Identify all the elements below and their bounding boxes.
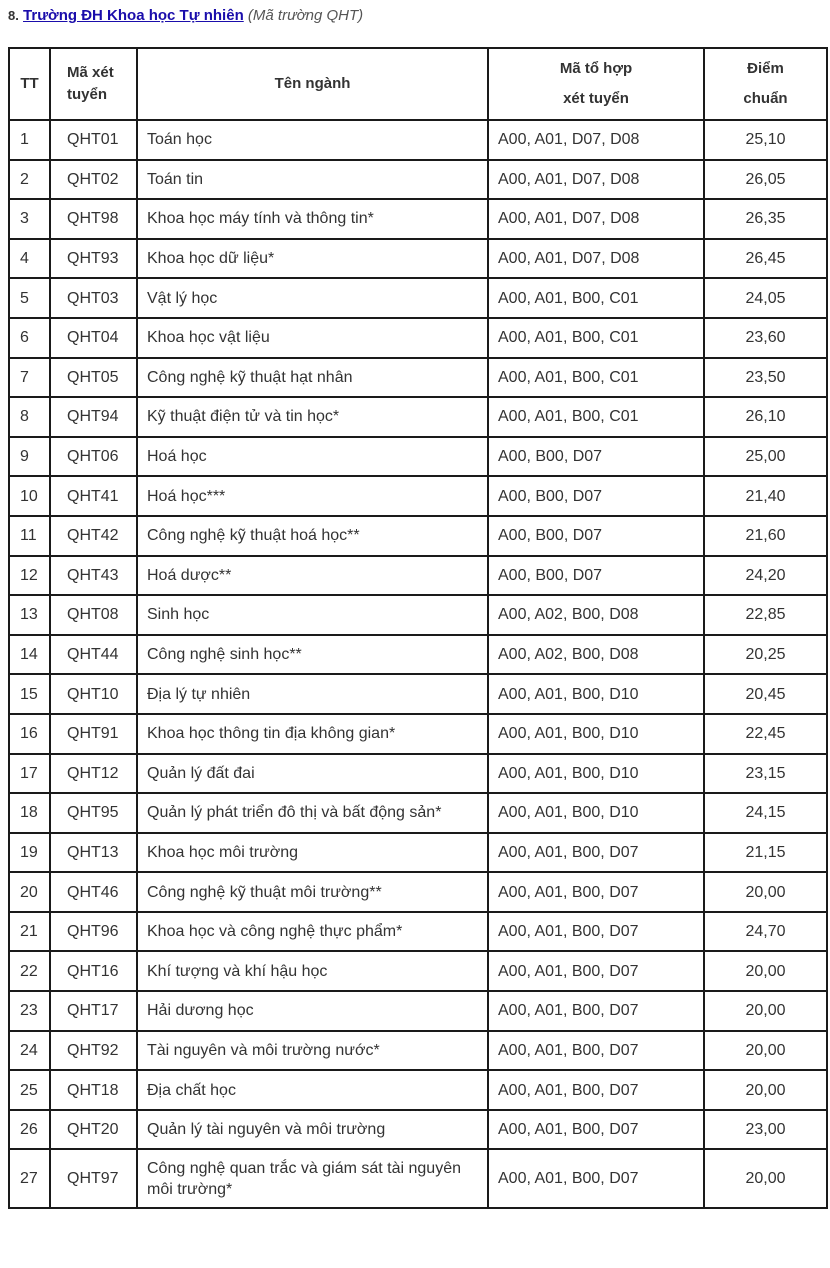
cell-combo: A00, A01, B00, C01 <box>488 278 704 318</box>
cell-name: Công nghệ kỹ thuật hạt nhân <box>137 358 488 398</box>
table-row <box>9 833 827 873</box>
cell-tt: 27 <box>9 1149 50 1208</box>
cell-code: QHT42 <box>50 516 137 556</box>
cell-name: Địa chất học <box>137 1070 488 1110</box>
cell-tt: 20 <box>9 872 50 912</box>
cell-combo: A00, A01, B00, C01 <box>488 318 704 358</box>
cell-code: QHT43 <box>50 556 137 596</box>
cell-name: Công nghệ kỹ thuật môi trường** <box>137 872 488 912</box>
cell-code: QHT17 <box>50 991 137 1031</box>
school-code: (Mã trường QHT) <box>247 7 364 24</box>
table-row <box>9 437 827 477</box>
cell-code: QHT96 <box>50 912 137 952</box>
cell-combo: A00, B00, D07 <box>488 476 704 516</box>
cell-tt: 12 <box>9 556 50 596</box>
header-code: Mã xét tuyển <box>50 48 137 120</box>
cell-code: QHT08 <box>50 595 137 635</box>
cell-tt: 18 <box>9 793 50 833</box>
cell-score: 21,40 <box>704 476 827 516</box>
cell-combo: A00, B00, D07 <box>488 437 704 477</box>
cell-combo: A00, A01, D07, D08 <box>488 160 704 200</box>
cell-name: Quản lý tài nguyên và môi trường <box>137 1110 488 1150</box>
table-row <box>9 358 827 398</box>
cell-combo: A00, A01, D07, D08 <box>488 120 704 160</box>
cell-tt: 15 <box>9 674 50 714</box>
school-link[interactable]: Trường ĐH Khoa học Tự nhiên <box>23 7 244 24</box>
cell-tt: 10 <box>9 476 50 516</box>
cell-tt: 23 <box>9 991 50 1031</box>
cell-code: QHT92 <box>50 1031 137 1071</box>
cell-combo: A00, A01, B00, C01 <box>488 358 704 398</box>
cell-name: Công nghệ kỹ thuật hoá học** <box>137 516 488 556</box>
cell-name: Tài nguyên và môi trường nước* <box>137 1031 488 1071</box>
cell-tt: 11 <box>9 516 50 556</box>
table-row <box>9 556 827 596</box>
table-row <box>9 951 827 991</box>
table-row <box>9 1070 827 1110</box>
table-row <box>9 635 827 675</box>
cell-name: Địa lý tự nhiên <box>137 674 488 714</box>
cell-score: 21,60 <box>704 516 827 556</box>
cell-code: QHT95 <box>50 793 137 833</box>
cell-name: Toán học <box>137 120 488 160</box>
cell-name: Hải dương học <box>137 991 488 1031</box>
cell-tt: 3 <box>9 199 50 239</box>
cell-tt: 1 <box>9 120 50 160</box>
cell-tt: 4 <box>9 239 50 279</box>
table-row <box>9 397 827 437</box>
table-row <box>9 1149 827 1208</box>
cell-name: Toán tin <box>137 160 488 200</box>
cell-combo: A00, A01, D07, D08 <box>488 199 704 239</box>
cell-score: 21,15 <box>704 833 827 873</box>
cell-name: Khoa học dữ liệu* <box>137 239 488 279</box>
cell-name: Vật lý học <box>137 278 488 318</box>
cell-code: QHT18 <box>50 1070 137 1110</box>
cell-tt: 7 <box>9 358 50 398</box>
table-row <box>9 476 827 516</box>
table-row <box>9 674 827 714</box>
cell-tt: 22 <box>9 951 50 991</box>
cell-tt: 2 <box>9 160 50 200</box>
cell-name: Quản lý phát triển đô thị và bất động sản* <box>137 793 488 833</box>
table-row <box>9 199 827 239</box>
cell-name: Khoa học thông tin địa không gian* <box>137 714 488 754</box>
cell-code: QHT12 <box>50 754 137 794</box>
cell-combo: A00, A01, B00, D07 <box>488 951 704 991</box>
cell-combo: A00, B00, D07 <box>488 516 704 556</box>
cell-code: QHT16 <box>50 951 137 991</box>
cell-code: QHT93 <box>50 239 137 279</box>
cell-score: 25,10 <box>704 120 827 160</box>
table-row <box>9 793 827 833</box>
cell-score: 20,00 <box>704 951 827 991</box>
cell-name: Khí tượng và khí hậu học <box>137 951 488 991</box>
cell-name: Quản lý đất đai <box>137 754 488 794</box>
cell-code: QHT97 <box>50 1149 137 1208</box>
cell-tt: 17 <box>9 754 50 794</box>
cell-code: QHT06 <box>50 437 137 477</box>
section-heading <box>8 6 363 26</box>
cell-combo: A00, A01, B00, D07 <box>488 991 704 1031</box>
cell-code: QHT94 <box>50 397 137 437</box>
table-row <box>9 278 827 318</box>
cell-tt: 8 <box>9 397 50 437</box>
cell-score: 23,50 <box>704 358 827 398</box>
cell-combo: A00, A01, D07, D08 <box>488 239 704 279</box>
cell-score: 20,00 <box>704 872 827 912</box>
cell-score: 22,85 <box>704 595 827 635</box>
header-combo: Mã tổ hợp xét tuyển <box>488 48 704 120</box>
cell-name: Kỹ thuật điện tử và tin học* <box>137 397 488 437</box>
cell-score: 23,60 <box>704 318 827 358</box>
cell-combo: A00, A01, B00, D07 <box>488 1149 704 1208</box>
cell-tt: 5 <box>9 278 50 318</box>
cell-code: QHT91 <box>50 714 137 754</box>
table-row <box>9 239 827 279</box>
cell-score: 20,00 <box>704 991 827 1031</box>
cell-score: 20,00 <box>704 1149 827 1208</box>
cell-code: QHT05 <box>50 358 137 398</box>
cell-score: 20,45 <box>704 674 827 714</box>
cell-score: 23,15 <box>704 754 827 794</box>
cell-score: 26,10 <box>704 397 827 437</box>
cell-name: Khoa học môi trường <box>137 833 488 873</box>
header-score: Điểm chuẩn <box>704 48 827 120</box>
table-row <box>9 1110 827 1150</box>
cell-score: 25,00 <box>704 437 827 477</box>
admission-score-table <box>8 47 828 1209</box>
cell-combo: A00, A01, B00, D07 <box>488 1031 704 1071</box>
cell-score: 26,35 <box>704 199 827 239</box>
cell-tt: 21 <box>9 912 50 952</box>
cell-score: 24,20 <box>704 556 827 596</box>
table-row <box>9 1031 827 1071</box>
cell-combo: A00, A01, B00, D10 <box>488 714 704 754</box>
cell-tt: 19 <box>9 833 50 873</box>
cell-combo: A00, A01, B00, D10 <box>488 793 704 833</box>
cell-combo: A00, A01, B00, D10 <box>488 674 704 714</box>
cell-combo: A00, A01, B00, C01 <box>488 397 704 437</box>
cell-tt: 14 <box>9 635 50 675</box>
cell-name: Sinh học <box>137 595 488 635</box>
cell-tt: 16 <box>9 714 50 754</box>
cell-score: 24,15 <box>704 793 827 833</box>
cell-code: QHT10 <box>50 674 137 714</box>
cell-score: 22,45 <box>704 714 827 754</box>
cell-score: 24,70 <box>704 912 827 952</box>
cell-code: QHT13 <box>50 833 137 873</box>
cell-score: 20,00 <box>704 1031 827 1071</box>
cell-score: 20,25 <box>704 635 827 675</box>
table-row <box>9 516 827 556</box>
cell-name: Công nghệ quan trắc và giám sát tài nguyên môi trường* <box>137 1149 488 1208</box>
cell-combo: A00, A01, B00, D07 <box>488 1110 704 1150</box>
cell-score: 24,05 <box>704 278 827 318</box>
table-row <box>9 595 827 635</box>
cell-name: Hoá học <box>137 437 488 477</box>
cell-score: 26,05 <box>704 160 827 200</box>
cell-code: QHT03 <box>50 278 137 318</box>
cell-score: 20,00 <box>704 1070 827 1110</box>
cell-code: QHT41 <box>50 476 137 516</box>
cell-tt: 9 <box>9 437 50 477</box>
header-tt: TT <box>9 48 50 120</box>
cell-combo: A00, A02, B00, D08 <box>488 595 704 635</box>
cell-score: 23,00 <box>704 1110 827 1150</box>
cell-code: QHT44 <box>50 635 137 675</box>
table-row <box>9 714 827 754</box>
cell-name: Khoa học máy tính và thông tin* <box>137 199 488 239</box>
cell-combo: A00, A01, B00, D07 <box>488 912 704 952</box>
table-row <box>9 872 827 912</box>
cell-code: QHT98 <box>50 199 137 239</box>
cell-combo: A00, A01, B00, D10 <box>488 754 704 794</box>
cell-code: QHT02 <box>50 160 137 200</box>
cell-combo: A00, B00, D07 <box>488 556 704 596</box>
cell-name: Hoá dược** <box>137 556 488 596</box>
cell-tt: 24 <box>9 1031 50 1071</box>
cell-name: Khoa học và công nghệ thực phẩm* <box>137 912 488 952</box>
cell-tt: 6 <box>9 318 50 358</box>
cell-combo: A00, A01, B00, D07 <box>488 872 704 912</box>
cell-tt: 26 <box>9 1110 50 1150</box>
cell-name: Hoá học*** <box>137 476 488 516</box>
table-header-row <box>9 48 827 120</box>
cell-score: 26,45 <box>704 239 827 279</box>
cell-tt: 13 <box>9 595 50 635</box>
cell-code: QHT04 <box>50 318 137 358</box>
cell-tt: 25 <box>9 1070 50 1110</box>
table-row <box>9 912 827 952</box>
cell-combo: A00, A02, B00, D08 <box>488 635 704 675</box>
cell-code: QHT46 <box>50 872 137 912</box>
cell-name: Công nghệ sinh học** <box>137 635 488 675</box>
cell-name: Khoa học vật liệu <box>137 318 488 358</box>
cell-code: QHT20 <box>50 1110 137 1150</box>
cell-code: QHT01 <box>50 120 137 160</box>
table-row <box>9 318 827 358</box>
section-number: 8. <box>8 8 19 23</box>
table-row <box>9 991 827 1031</box>
cell-combo: A00, A01, B00, D07 <box>488 833 704 873</box>
table-row <box>9 754 827 794</box>
table-row <box>9 160 827 200</box>
cell-combo: A00, A01, B00, D07 <box>488 1070 704 1110</box>
table-row <box>9 120 827 160</box>
header-name: Tên ngành <box>137 48 488 120</box>
